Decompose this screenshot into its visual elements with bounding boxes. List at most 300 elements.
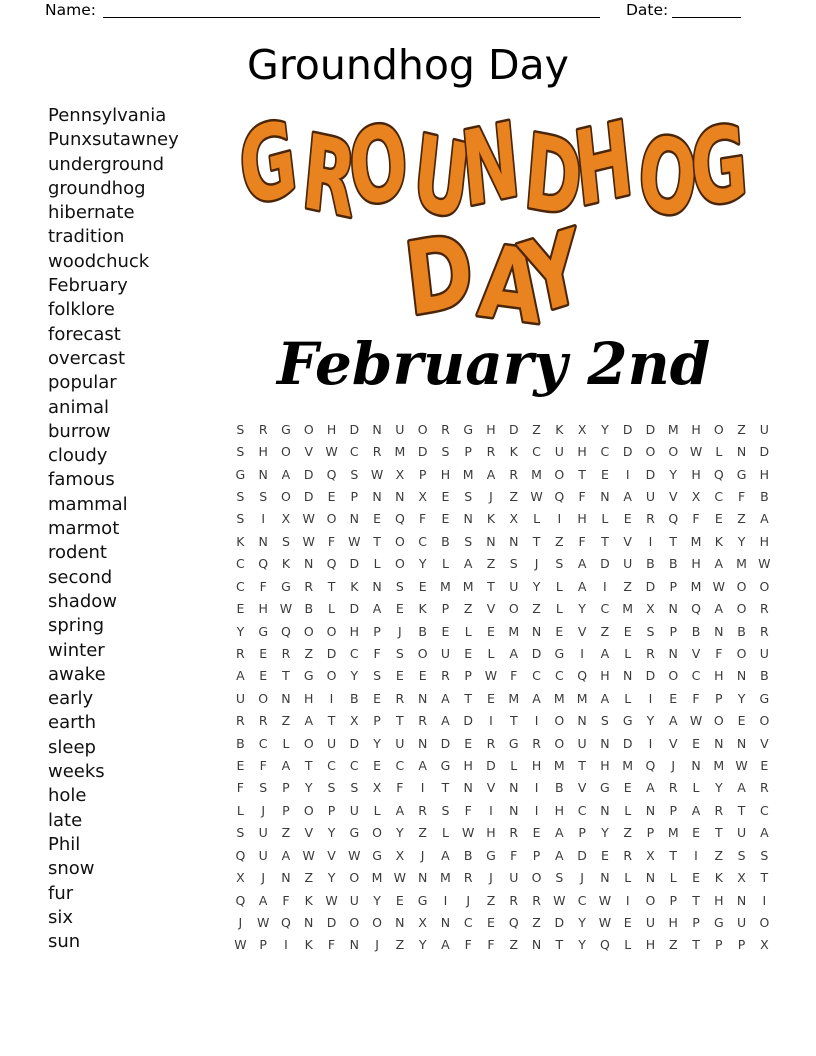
grid-row [229, 732, 776, 754]
grid-letter: F [259, 758, 267, 774]
grid-letter: O [645, 892, 656, 908]
grid-letter: E [327, 488, 336, 504]
grid-letter: L [373, 802, 381, 818]
grid-letter: Z [509, 488, 519, 504]
grid-letter: C [532, 444, 541, 460]
grid-letter: G [622, 713, 633, 729]
grid-letter: N [600, 870, 610, 886]
grid-letter: T [578, 466, 586, 482]
grid-letter: G [463, 421, 474, 437]
grid-letter: T [555, 937, 564, 953]
grid-letter: S [600, 713, 609, 729]
grid-letter: S [236, 488, 245, 504]
grid-letter: N [736, 444, 747, 460]
word-list-item: Pennsylvania [48, 105, 167, 126]
grid-letter: O [645, 444, 656, 460]
grid-letter: C [349, 444, 359, 460]
grid-letter: H [440, 466, 451, 482]
grid-letter: H [645, 937, 656, 953]
grid-letter: P [418, 466, 427, 482]
grid-letter: R [623, 847, 633, 863]
grid-letter: O [759, 713, 770, 729]
grid-letter: D [577, 847, 587, 863]
grid-letter: B [668, 556, 678, 572]
grid-letter: N [349, 937, 359, 953]
grid-letter: R [668, 780, 678, 796]
grid-letter: N [600, 802, 610, 818]
grid-letter: N [509, 533, 519, 549]
grid-letter: A [714, 601, 724, 617]
grid-letter: E [373, 511, 382, 527]
grid-letter: X [418, 914, 427, 930]
grid-letter: O [554, 466, 565, 482]
grid-letter: T [304, 758, 313, 774]
grid-letter: X [350, 713, 359, 729]
grid-letter: E [464, 735, 473, 751]
grid-letter: X [737, 870, 746, 886]
grid-row [229, 866, 776, 888]
grid-letter: E [395, 601, 404, 617]
grid-letter: I [603, 578, 607, 594]
word-list-item: February [48, 275, 128, 297]
grid-letter: I [489, 802, 493, 818]
grid-letter: N [509, 780, 519, 796]
word-list-item: Phil [48, 833, 81, 855]
grid-letter: Z [600, 623, 610, 639]
grid-letter: H [600, 668, 610, 684]
grid-letter: N [349, 511, 359, 527]
grid-letter: Y [578, 914, 586, 930]
grid-row [229, 911, 776, 933]
grid-letter: F [715, 645, 723, 661]
grid-letter: D [349, 601, 360, 617]
grid-letter: T [282, 668, 290, 684]
grid-letter: B [691, 623, 701, 639]
grid-row [229, 934, 776, 956]
grid-letter: Y [669, 466, 678, 482]
grid-letter: A [418, 758, 427, 774]
grid-letter: O [372, 914, 382, 930]
grid-letter: B [350, 690, 359, 706]
grid-letter: F [259, 578, 267, 594]
word-list-item: winter [48, 639, 105, 661]
grid-letter: P [737, 937, 746, 953]
grid-letter: I [534, 713, 539, 729]
word-list-item: weeks [48, 761, 105, 783]
grid-letter: L [328, 601, 335, 617]
grid-letter: T [578, 758, 586, 774]
grid-letter: F [327, 533, 336, 549]
grid-letter: A [737, 780, 746, 796]
grid-letter: D [486, 758, 496, 774]
word-list-item: fur [48, 882, 74, 904]
grid-letter: A [532, 690, 541, 706]
grid-letter: H [258, 444, 268, 460]
grid-letter: H [714, 892, 724, 908]
grid-letter: Y [578, 937, 586, 953]
grid-letter: M [553, 690, 565, 706]
grid-letter: D [303, 488, 314, 504]
grid-letter: J [489, 488, 493, 504]
grid-letter: H [486, 421, 496, 437]
grid-letter: S [327, 780, 336, 796]
grid-letter: R [760, 601, 769, 617]
grid-letter: D [759, 444, 770, 460]
grid-letter: E [487, 690, 495, 706]
grid-letter: S [281, 533, 290, 549]
grid-letter: E [236, 758, 245, 774]
grid-letter: P [715, 690, 723, 706]
grid-letter: I [420, 780, 425, 796]
grid-letter: U [554, 444, 564, 460]
grid-letter: I [762, 892, 767, 908]
grid-letter: P [669, 578, 677, 594]
grid-letter: N [691, 758, 701, 774]
grid-letter: L [555, 578, 563, 594]
grid-letter: T [464, 690, 473, 706]
grid-letter: W [234, 937, 247, 953]
grid-letter: A [258, 892, 268, 908]
grid-letter: C [532, 668, 541, 684]
grid-letter: B [737, 623, 746, 639]
grid-letter: X [418, 488, 427, 504]
grid-letter: Q [258, 556, 269, 572]
grid-letter: N [258, 533, 268, 549]
grid-letter: R [441, 421, 450, 437]
grid-letter: Z [281, 825, 291, 841]
grid-letter: P [532, 847, 541, 863]
grid-letter: K [350, 578, 359, 594]
grid-letter: H [600, 758, 610, 774]
grid-letter: R [441, 668, 450, 684]
grid-row [229, 665, 776, 687]
grid-letter: I [648, 533, 653, 549]
word-list-item: woodchuck [48, 250, 150, 272]
grid-letter: B [646, 556, 655, 572]
grid-letter: F [510, 847, 518, 863]
grid-letter: G [281, 578, 291, 594]
grid-letter: S [236, 421, 245, 437]
grid-letter: B [760, 488, 769, 504]
grid-letter: I [694, 847, 698, 863]
grid-letter: D [326, 645, 337, 661]
grid-letter: W [484, 668, 498, 684]
grid-letter: R [236, 713, 245, 729]
grid-letter: D [645, 421, 656, 437]
grid-letter: F [692, 690, 700, 706]
grid-letter: N [600, 735, 610, 751]
grid-letter: A [691, 802, 701, 818]
grid-letter: E [760, 758, 769, 774]
grid-letter: A [441, 713, 450, 729]
grid-letter: K [236, 533, 245, 549]
grid-letter: A [236, 668, 245, 684]
grid-letter: S [464, 488, 473, 504]
grid-letter: I [284, 937, 288, 953]
grid-letter: D [326, 914, 337, 930]
grid-letter: H [714, 668, 724, 684]
grid-letter: N [463, 780, 473, 796]
grid-letter: A [760, 825, 769, 841]
grid-letter: F [464, 937, 472, 953]
grid-letter: U [509, 578, 519, 594]
grid-letter: C [577, 802, 587, 818]
grid-letter: U [349, 802, 359, 818]
word-list-item: hole [48, 785, 87, 807]
grid-letter: A [600, 645, 610, 661]
grid-letter: H [554, 802, 565, 818]
grid-letter: Z [486, 556, 496, 572]
grid-letter: E [395, 668, 404, 684]
word-list-item: burrow [48, 420, 111, 442]
grid-letter: T [532, 533, 541, 549]
grid-letter: R [372, 444, 382, 460]
grid-letter: T [737, 802, 746, 818]
grid-letter: J [534, 556, 539, 572]
grid-letter: G [759, 690, 770, 706]
grid-letter: O [736, 645, 747, 661]
grid-letter: E [236, 601, 245, 617]
grid-letter: D [417, 444, 428, 460]
name-blank-line[interactable] [103, 17, 600, 18]
grid-letter: I [443, 892, 448, 908]
grid-letter: R [258, 713, 268, 729]
grid-letter: O [759, 914, 770, 930]
grid-letter: C [236, 556, 245, 572]
grid-letter: E [600, 466, 609, 482]
grid-letter: T [396, 713, 404, 729]
grid-letter: Y [737, 533, 746, 549]
grid-letter: W [325, 444, 338, 460]
grid-letter: W [689, 713, 703, 729]
grid-row [229, 844, 776, 866]
grid-letter: D [349, 735, 360, 751]
grid-letter: M [622, 601, 634, 617]
grid-letter: E [259, 645, 268, 661]
grid-letter: X [372, 780, 382, 796]
grid-letter: Z [463, 601, 473, 617]
grid-letter: H [258, 601, 268, 617]
page-title: Groundhog Day [247, 41, 569, 89]
grid-letter: H [668, 914, 678, 930]
grid-letter: C [691, 668, 701, 684]
logo-line-groundhog: GROUNDHOG [228, 100, 781, 244]
grid-letter: Z [737, 421, 746, 437]
grid-letter: Q [645, 758, 656, 774]
grid-letter: D [349, 556, 360, 572]
grid-letter: D [645, 466, 656, 482]
grid-letter: C [236, 578, 245, 594]
grid-letter: L [441, 556, 449, 572]
date-label: Date: [626, 1, 669, 19]
grid-row [229, 889, 776, 911]
grid-letter: B [760, 668, 769, 684]
grid-letter: E [418, 578, 427, 594]
grid-letter: O [417, 421, 428, 437]
grid-row [229, 508, 776, 530]
grid-letter: S [555, 870, 564, 886]
grid-letter: L [487, 645, 495, 661]
grid-letter: Q [281, 914, 291, 930]
grid-letter: K [281, 556, 291, 572]
grid-letter: O [759, 578, 770, 594]
grid-letter: U [258, 825, 268, 841]
grid-letter: O [668, 444, 679, 460]
grid-letter: G [372, 847, 382, 863]
word-list-item: sleep [48, 736, 96, 758]
grid-letter: N [622, 668, 633, 684]
grid-letter: H [326, 421, 337, 437]
grid-letter: O [303, 802, 314, 818]
grid-letter: G [486, 847, 496, 863]
grid-letter: X [577, 421, 587, 437]
grid-letter: Q [235, 847, 246, 863]
grid-letter: P [282, 780, 290, 796]
grid-letter: E [714, 511, 723, 527]
grid-letter: V [327, 847, 336, 863]
grid-letter: T [760, 870, 769, 886]
grid-row [229, 418, 776, 440]
grid-letter: M [394, 444, 406, 460]
grid-letter: P [373, 623, 381, 639]
grid-letter: L [624, 645, 632, 661]
grid-letter: E [600, 847, 609, 863]
grid-letter: W [348, 533, 361, 549]
grid-letter: H [349, 623, 359, 639]
grid-letter: B [463, 847, 473, 863]
grid-letter: A [646, 780, 655, 796]
grid-letter: D [349, 421, 360, 437]
grid-letter: F [578, 533, 586, 549]
grid-letter: R [281, 645, 291, 661]
grid-letter: A [668, 713, 678, 729]
grid-letter: S [395, 645, 404, 661]
grid-letter: M [576, 690, 588, 706]
grid-letter: S [441, 444, 450, 460]
grid-letter: O [326, 668, 337, 684]
grid-letter: M [462, 466, 474, 482]
grid-letter: Z [623, 578, 632, 594]
grid-letter: Z [281, 713, 291, 729]
logo-line-day: DAY [397, 207, 608, 330]
word-list-item: six [48, 906, 74, 928]
grid-letter: E [623, 780, 632, 796]
grid-letter: R [486, 444, 496, 460]
grid-letter: U [235, 690, 245, 706]
grid-letter: V [304, 825, 314, 841]
grid-letter: A [623, 488, 632, 504]
grid-letter: F [578, 488, 586, 504]
grid-letter: U [509, 870, 519, 886]
grid-letter: H [759, 466, 770, 482]
grid-letter: P [259, 937, 267, 953]
grid-row [229, 709, 776, 731]
grid-letter: N [531, 623, 542, 639]
grid-letter: F [373, 645, 381, 661]
grid-letter: C [418, 533, 427, 549]
grid-letter: F [487, 937, 495, 953]
grid-letter: D [645, 578, 656, 594]
grid-letter: S [236, 511, 245, 527]
grid-letter: M [531, 466, 542, 482]
grid-letter: A [441, 690, 450, 706]
grid-letter: G [554, 645, 565, 661]
word-list [48, 104, 179, 954]
grid-letter: B [236, 735, 245, 751]
grid-letter: I [625, 892, 630, 908]
grid-letter: V [304, 444, 314, 460]
grid-letter: X [509, 511, 519, 527]
grid-letter: R [486, 735, 496, 751]
grid-letter: S [464, 533, 473, 549]
grid-letter: P [327, 802, 336, 818]
grid-letter: F [510, 668, 518, 684]
grid-letter: L [624, 690, 632, 706]
word-list-item: Punxsutawney [48, 129, 179, 151]
grid-letter: N [668, 645, 678, 661]
date-blank-line[interactable] [672, 17, 741, 18]
grid-letter: Z [418, 825, 427, 841]
grid-letter: N [281, 870, 291, 886]
grid-letter: O [326, 511, 337, 527]
grid-letter: C [463, 914, 473, 930]
grid-letter: H [304, 690, 314, 706]
grid-letter: S [350, 466, 359, 482]
grid-letter: F [236, 780, 244, 796]
word-list-item: groundhog [48, 177, 146, 199]
grid-letter: Z [668, 937, 678, 953]
grid-letter: L [555, 601, 563, 617]
grid-letter: W [256, 914, 270, 930]
grid-letter: R [258, 421, 268, 437]
word-list-item: hibernate [48, 202, 135, 224]
grid-letter: K [418, 601, 427, 617]
grid-letter: C [554, 668, 564, 684]
grid-letter: T [669, 533, 678, 549]
grid-letter: X [760, 937, 769, 953]
grid-letter: S [760, 847, 769, 863]
grid-row [229, 822, 776, 844]
grid-letter: M [622, 758, 634, 774]
grid-letter: V [577, 623, 587, 639]
grid-letter: N [372, 488, 382, 504]
grid-letter: M [508, 690, 520, 706]
grid-letter: T [509, 713, 518, 729]
grid-letter: U [737, 914, 747, 930]
grid-letter: E [395, 892, 404, 908]
grid-letter: S [373, 668, 382, 684]
grid-letter: A [281, 758, 291, 774]
grid-letter: E [418, 668, 427, 684]
grid-letter: U [737, 825, 747, 841]
grid-letter: N [372, 578, 382, 594]
word-list-item: awake [48, 663, 106, 685]
grid-letter: X [646, 601, 655, 617]
grid-letter: C [600, 601, 610, 617]
grid-letter: Y [646, 713, 655, 729]
grid-letter: P [669, 892, 677, 908]
grid-letter: Y [327, 825, 336, 841]
grid-letter: W [598, 914, 612, 930]
grid-letter: J [398, 623, 402, 639]
grid-letter: S [350, 780, 359, 796]
grid-letter: L [282, 735, 290, 751]
grid-letter: D [622, 735, 633, 751]
grid-letter: C [258, 735, 268, 751]
grid-letter: N [281, 690, 291, 706]
grid-letter: E [441, 623, 450, 639]
grid-letter: Z [509, 937, 519, 953]
